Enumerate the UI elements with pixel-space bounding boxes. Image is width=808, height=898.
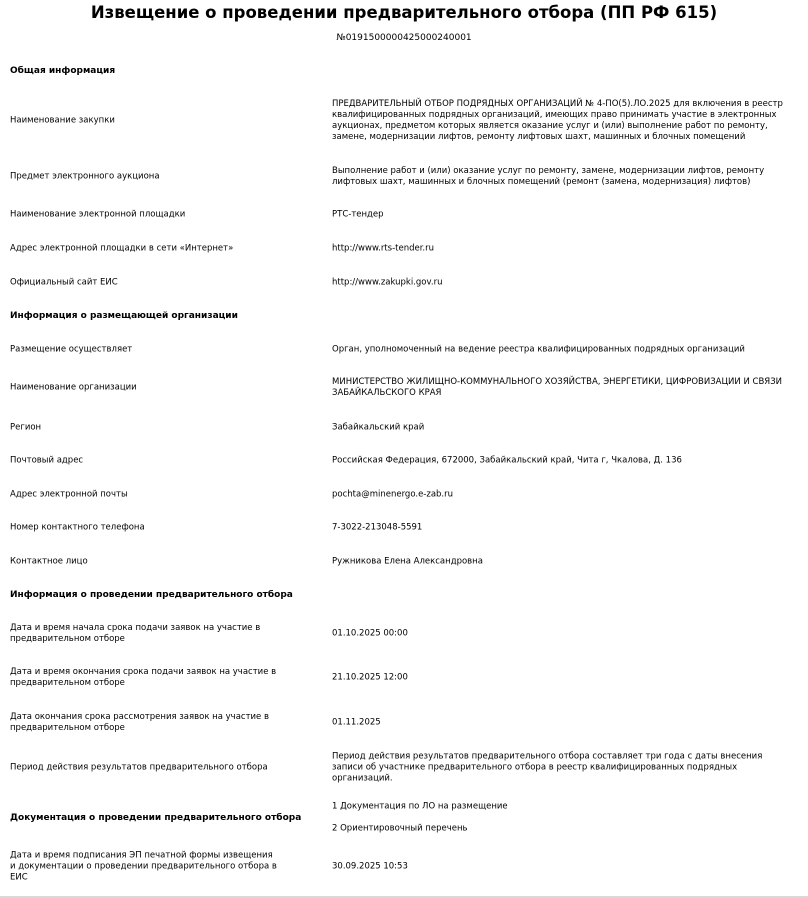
field-label: Дата и время начала срока подачи заявок на участие в предварительном отборе (10, 623, 261, 644)
section-heading-general: Общая информация (10, 66, 116, 76)
field-label: Дата и время окончания срока подачи заявок на участие в предварительном отборе (10, 667, 277, 688)
notice-number: №0191500000425000240001 (336, 33, 472, 43)
field-value: РТС-тендер (332, 209, 384, 220)
field-value: http://www.zakupki.gov.ru (332, 277, 443, 288)
document-link[interactable]: 2 Ориентировочный перечень (332, 823, 468, 834)
field-value: МИНИСТЕРСТВО ЖИЛИЩНО-КОММУНАЛЬНОГО ХОЗЯЙСТВА, ЭНЕРГЕТИКИ, ЦИФРОВИЗАЦИИ И СВЯЗИ ЗАБАЙКАЛЬСКОГО КРАЯ (332, 377, 783, 398)
field-label: Период действия результатов предварительного отбора (10, 762, 268, 773)
document-link[interactable]: 1 Документация по ЛО на размещение (332, 801, 508, 812)
section-heading-organization: Информация о размещающей организации (10, 311, 238, 321)
field-value: 7-3022-213048-5591 (332, 522, 423, 533)
field-label: Предмет электронного аукциона (10, 171, 160, 182)
field-label: Наименование организации (10, 382, 137, 393)
field-label: Контактное лицо (10, 556, 88, 567)
field-label: Дата окончания срока рассмотрения заявок на участие в предварительном отборе (10, 712, 269, 733)
field-label: Наименование электронной площадки (10, 209, 186, 220)
field-label: Регион (10, 422, 42, 433)
field-value: pochta@minenergo.e-zab.ru (332, 489, 454, 500)
field-value: Ружникова Елена Александровна (332, 556, 483, 567)
field-label: Дата и время подписания ЭП печатной формы извещения и документации о проведении предварительного отбора в ЕИС (10, 850, 277, 883)
field-label: Почтовый адрес (10, 455, 84, 466)
section-heading-documentation: Документация о проведении предварительного отбора (10, 813, 302, 823)
section-heading-selection: Информация о проведении предварительного отбора (10, 590, 293, 600)
field-value: 01.10.2025 00:00 (332, 628, 408, 639)
field-value: Забайкальский край (332, 422, 425, 433)
field-value: Российская Федерация, 672000, Забайкальский край, Чита г, Чкалова, Д. 136 (332, 455, 682, 466)
field-value: ПРЕДВАРИТЕЛЬНЫЙ ОТБОР ПОДРЯДНЫХ ОРГАНИЗАЦИЙ № 4-ПО(5).ЛО.2025 для включения в реестр квалифицированных подрядных организаций, имеющих право принимать участие в электронных аукционах, предметом которых является оказание услуг и (или) выполнение работ по ремонту, замене, модернизации лифтов, ремонту лифтовых шахт, машинных и блочных помещений (332, 99, 783, 142)
field-value: 21.10.2025 12:00 (332, 672, 408, 683)
field-value: Период действия результатов предварительного отбора составляет три года с даты внесения записи об участнике предварительного отбора в реестр квалифицированных подрядных организаций. (332, 751, 763, 784)
field-label: Официальный сайт ЕИС (10, 277, 118, 288)
field-value: Орган, уполномоченный на ведение реестра квалифицированных подрядных организаций (332, 344, 745, 355)
field-label: Адрес электронной площадки в сети «Интернет» (10, 243, 234, 254)
field-label: Номер контактного телефона (10, 522, 145, 533)
field-value: 01.11.2025 (332, 717, 381, 728)
field-value: 30.09.2025 10:53 (332, 861, 408, 872)
field-value: Выполнение работ и (или) оказание услуг по ремонту, замене, модернизации лифтов, ремонту лифтовых шахт, машинных и блочных помещений (ремонт (замена, модернизация) лифтов) (332, 166, 765, 187)
page-title: Извещение о проведении предварительного отбора (ПП РФ 615) (90, 3, 718, 22)
field-label: Адрес электронной почты (10, 489, 128, 500)
field-value: http://www.rts-tender.ru (332, 243, 435, 254)
field-label: Размещение осуществляет (10, 344, 133, 355)
field-label: Наименование закупки (10, 115, 115, 126)
